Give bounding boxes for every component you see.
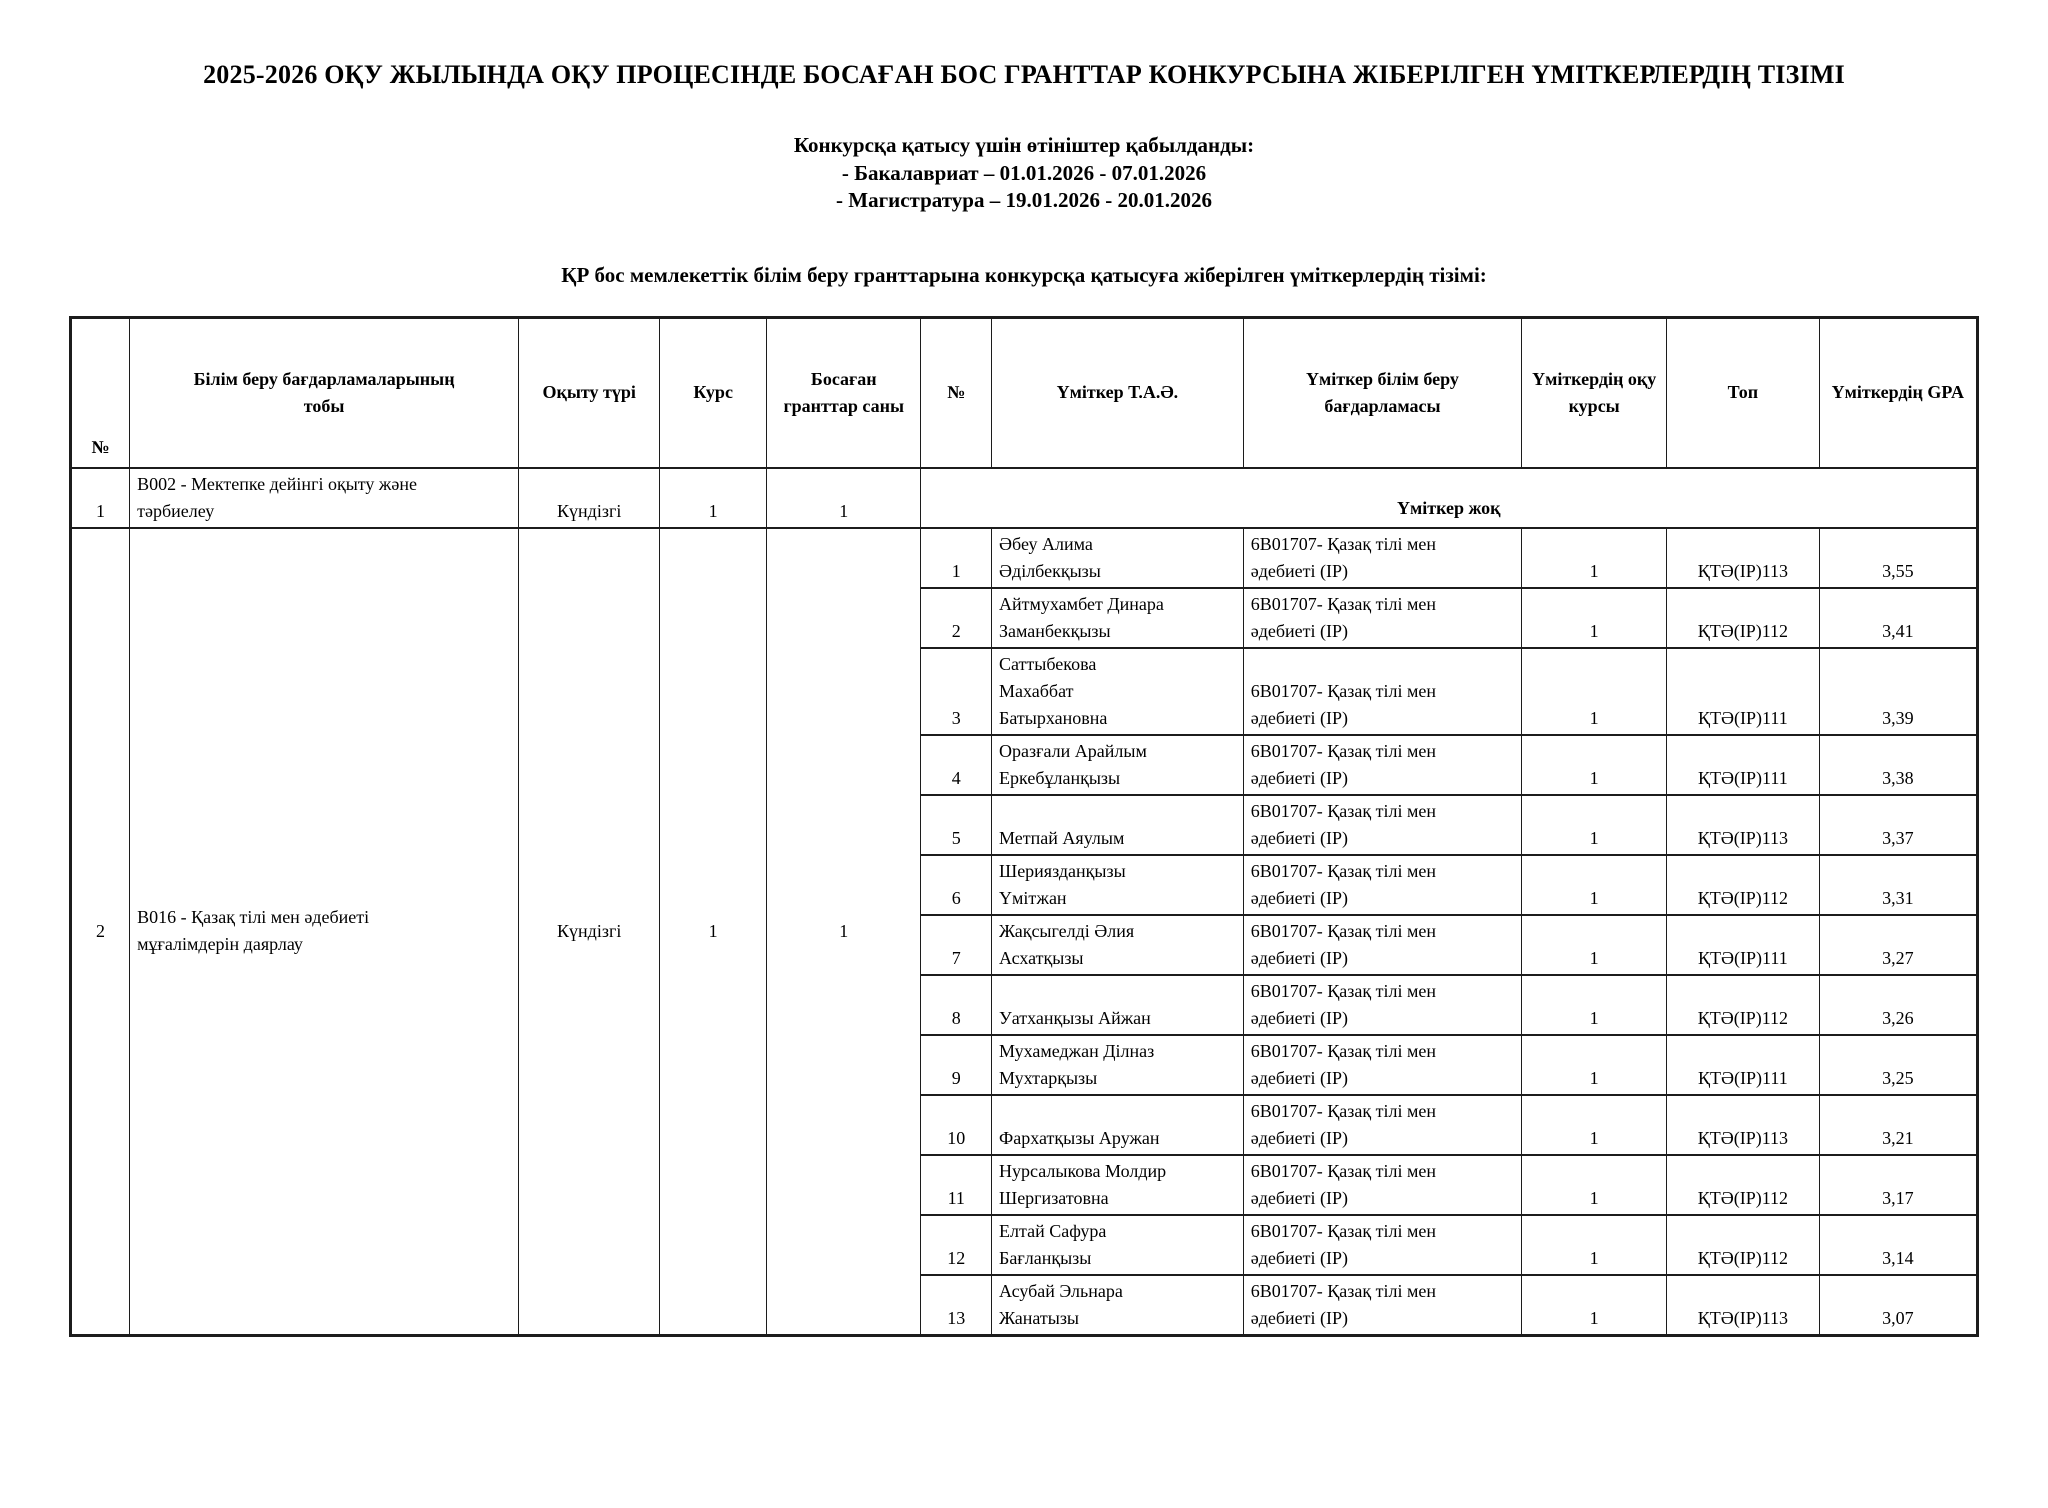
cell-candidate-group: ҚТӘ(ІР)112 xyxy=(1667,975,1820,1035)
cell-candidate-name xyxy=(992,1215,1244,1275)
cell-candidate-course: 1 xyxy=(1522,1095,1667,1155)
cell-program-group-text: В002 - Мектепке дейінгі оқыту және тәрбиелеу xyxy=(137,473,417,521)
cell-candidate-number: 7 xyxy=(921,915,992,975)
cell-candidate-name xyxy=(992,1035,1244,1095)
table-row xyxy=(71,528,1978,588)
table-row xyxy=(71,468,1978,528)
cell-candidate-course: 1 xyxy=(1522,1275,1667,1336)
cell-candidate-program-text: 6В01707- Қазақ тілі мен әдебиеті (ІР) xyxy=(1250,1220,1436,1268)
cell-candidate-number: 3 xyxy=(921,648,992,735)
cell-candidate-group: ҚТӘ(ІР)112 xyxy=(1667,588,1820,648)
cell-candidate-group: ҚТӘ(ІР)111 xyxy=(1667,648,1820,735)
cell-candidate-gpa: 3,39 xyxy=(1819,648,1977,735)
cell-candidate-course: 1 xyxy=(1522,1215,1667,1275)
cell-candidate-group: ҚТӘ(ІР)111 xyxy=(1667,735,1820,795)
col-header-candidate-name: Үміткер Т.А.Ә. xyxy=(992,318,1244,468)
col-header-candidate-group: Топ xyxy=(1667,318,1820,468)
cell-candidate-group: ҚТӘ(ІР)112 xyxy=(1667,1155,1820,1215)
cell-candidate-gpa: 3,37 xyxy=(1819,795,1977,855)
cell-candidate-name-text: Саттыбекова Махаббат Батырхановна xyxy=(999,653,1108,728)
cell-candidate-program-text: 6В01707- Қазақ тілі мен әдебиеті (ІР) xyxy=(1250,1160,1436,1208)
cell-candidate-course: 1 xyxy=(1522,648,1667,735)
table-header-row xyxy=(71,318,1978,468)
document-page xyxy=(0,60,2048,1337)
cell-candidate-name xyxy=(992,795,1244,855)
cell-candidate-gpa: 3,25 xyxy=(1819,1035,1977,1095)
cell-candidate-course: 1 xyxy=(1522,528,1667,588)
cell-candidate-name xyxy=(992,1155,1244,1215)
cell-candidate-program xyxy=(1243,1275,1521,1336)
cell-vacant-grants: 1 xyxy=(767,468,921,528)
cell-candidate-group: ҚТӘ(ІР)112 xyxy=(1667,855,1820,915)
cell-candidate-name xyxy=(992,648,1244,735)
cell-candidate-group: ҚТӘ(ІР)111 xyxy=(1667,1035,1820,1095)
cell-candidate-program xyxy=(1243,1155,1521,1215)
cell-candidate-name xyxy=(992,735,1244,795)
cell-candidate-program-text: 6В01707- Қазақ тілі мен әдебиеті (ІР) xyxy=(1250,680,1436,728)
cell-candidate-name-text: Айтмухамбет Динара Заманбекқызы xyxy=(999,593,1164,641)
cell-candidate-gpa: 3,26 xyxy=(1819,975,1977,1035)
col-header-candidate-course: Үміткердің оқу курсы xyxy=(1522,318,1667,468)
cell-candidate-course: 1 xyxy=(1522,795,1667,855)
col-header-program-group xyxy=(130,318,519,468)
col-header-study-form: Оқыту түрі xyxy=(519,318,660,468)
intro-block xyxy=(0,132,2048,215)
intro-heading: Конкурсқа қатысу үшін өтініштер қабылданды: xyxy=(793,133,1255,157)
cell-candidate-group: ҚТӘ(ІР)113 xyxy=(1667,795,1820,855)
cell-candidate-course: 1 xyxy=(1522,915,1667,975)
cell-vacant-grants: 1 xyxy=(767,528,921,1336)
cell-candidate-course: 1 xyxy=(1522,735,1667,795)
cell-study-form: Күндізгі xyxy=(519,468,660,528)
cell-candidate-program-text: 6В01707- Қазақ тілі мен әдебиеті (ІР) xyxy=(1250,533,1436,581)
col-header-vacant-grants: Босаған гранттар саны xyxy=(767,318,921,468)
cell-candidate-gpa: 3,27 xyxy=(1819,915,1977,975)
cell-candidate-name-text: Мухамеджан Ділназ Мухтарқызы xyxy=(999,1040,1155,1088)
cell-candidate-program-text: 6В01707- Қазақ тілі мен әдебиеті (ІР) xyxy=(1250,740,1436,788)
cell-candidate-program-text: 6В01707- Қазақ тілі мен әдебиеті (ІР) xyxy=(1250,1040,1436,1088)
cell-candidate-group: ҚТӘ(ІР)111 xyxy=(1667,915,1820,975)
cell-candidate-number: 4 xyxy=(921,735,992,795)
cell-candidate-number: 8 xyxy=(921,975,992,1035)
cell-candidate-name-text: Оразғали Арайлым Еркебұланқызы xyxy=(999,740,1147,788)
cell-candidate-course: 1 xyxy=(1522,1035,1667,1095)
cell-candidate-name-text: Метпай Аяулым xyxy=(999,827,1125,848)
cell-candidate-program xyxy=(1243,735,1521,795)
cell-candidate-name-text: Әбеу Алима Әділбекқызы xyxy=(999,533,1101,581)
cell-candidate-program xyxy=(1243,588,1521,648)
cell-candidate-program xyxy=(1243,1035,1521,1095)
cell-candidate-program-text: 6В01707- Қазақ тілі мен әдебиеті (ІР) xyxy=(1250,860,1436,908)
cell-candidate-name xyxy=(992,915,1244,975)
cell-candidate-course: 1 xyxy=(1522,1155,1667,1215)
cell-candidate-program xyxy=(1243,1095,1521,1155)
cell-candidate-program-text: 6В01707- Қазақ тілі мен әдебиеті (ІР) xyxy=(1250,800,1436,848)
cell-program-group xyxy=(130,468,519,528)
cell-course: 1 xyxy=(660,468,767,528)
cell-candidate-program-text: 6В01707- Қазақ тілі мен әдебиеті (ІР) xyxy=(1250,1100,1436,1148)
cell-group-number: 2 xyxy=(71,528,130,1336)
cell-candidate-gpa: 3,55 xyxy=(1819,528,1977,588)
cell-candidate-program xyxy=(1243,648,1521,735)
cell-candidate-program xyxy=(1243,975,1521,1035)
cell-candidate-name xyxy=(992,588,1244,648)
intro-bachelor-dates: - Бакалавриат – 01.01.2026 - 07.01.2026 xyxy=(841,160,1207,185)
cell-candidate-number: 11 xyxy=(921,1155,992,1215)
cell-candidate-course: 1 xyxy=(1522,588,1667,648)
cell-candidate-group: ҚТӘ(ІР)113 xyxy=(1667,1275,1820,1336)
cell-candidate-number: 6 xyxy=(921,855,992,915)
cell-candidate-number: 12 xyxy=(921,1215,992,1275)
cell-candidate-gpa: 3,07 xyxy=(1819,1275,1977,1336)
cell-candidate-number: 5 xyxy=(921,795,992,855)
cell-candidate-group: ҚТӘ(ІР)112 xyxy=(1667,1215,1820,1275)
cell-candidate-gpa: 3,21 xyxy=(1819,1095,1977,1155)
cell-candidate-number: 13 xyxy=(921,1275,992,1336)
intro-master-dates: - Магистратура – 19.01.2026 - 20.01.2026 xyxy=(836,188,1212,213)
cell-candidate-course: 1 xyxy=(1522,975,1667,1035)
cell-candidate-program-text: 6В01707- Қазақ тілі мен әдебиеті (ІР) xyxy=(1250,980,1436,1028)
cell-candidate-program xyxy=(1243,1215,1521,1275)
cell-candidate-name-text: Шериязданқызы Үмітжан xyxy=(999,860,1126,908)
cell-candidate-group: ҚТӘ(ІР)113 xyxy=(1667,1095,1820,1155)
col-header-course: Курс xyxy=(660,318,767,468)
cell-candidate-name-text: Нурсалыкова Молдир Шергизатовна xyxy=(999,1160,1167,1208)
cell-candidate-name xyxy=(992,528,1244,588)
cell-no-candidates: Үміткер жоқ xyxy=(921,468,1978,528)
cell-candidate-name xyxy=(992,1095,1244,1155)
cell-candidate-program xyxy=(1243,795,1521,855)
col-header-candidate-program: Үміткер білім беру бағдарламасы xyxy=(1243,318,1521,468)
cell-group-number: 1 xyxy=(71,468,130,528)
cell-candidate-name-text: Жақсыгелді Әлия Асхатқызы xyxy=(999,920,1135,968)
candidates-table xyxy=(69,316,1979,1337)
cell-candidate-course: 1 xyxy=(1522,855,1667,915)
cell-candidate-name xyxy=(992,1275,1244,1336)
cell-candidate-gpa: 3,41 xyxy=(1819,588,1977,648)
col-header-row-number: № xyxy=(71,318,130,468)
page-title: 2025-2026 ОҚУ ЖЫЛЫНДА ОҚУ ПРОЦЕСІНДЕ БОСАҒАН БОС ГРАНТТАР КОНКУРСЫНА ЖІБЕРІЛГЕН ҮМІТКЕРЛЕРДІҢ ТІЗІМІ xyxy=(203,60,1845,89)
col-header-program-group-label: Білім беру бағдарламаларының тобы xyxy=(193,368,455,416)
cell-candidate-name xyxy=(992,975,1244,1035)
cell-study-form: Күндізгі xyxy=(519,528,660,1336)
cell-candidate-number: 9 xyxy=(921,1035,992,1095)
cell-candidate-group: ҚТӘ(ІР)113 xyxy=(1667,528,1820,588)
cell-course: 1 xyxy=(660,528,767,1336)
col-header-candidate-number: № xyxy=(921,318,992,468)
cell-candidate-name-text: Асубай Эльнара Жанатызы xyxy=(999,1280,1123,1328)
cell-candidate-name-text: Фархатқызы Аружан xyxy=(999,1127,1160,1148)
cell-candidate-gpa: 3,14 xyxy=(1819,1215,1977,1275)
cell-candidate-program xyxy=(1243,855,1521,915)
cell-candidate-gpa: 3,38 xyxy=(1819,735,1977,795)
cell-candidate-program-text: 6В01707- Қазақ тілі мен әдебиеті (ІР) xyxy=(1250,593,1436,641)
cell-candidate-number: 2 xyxy=(921,588,992,648)
section-heading: ҚР бос мемлекеттік білім беру гранттарына конкурсқа қатысуға жіберілген үміткерлердің тізімі: xyxy=(561,263,1487,288)
cell-candidate-program-text: 6В01707- Қазақ тілі мен әдебиеті (ІР) xyxy=(1250,1280,1436,1328)
cell-candidate-gpa: 3,31 xyxy=(1819,855,1977,915)
cell-candidate-program-text: 6В01707- Қазақ тілі мен әдебиеті (ІР) xyxy=(1250,920,1436,968)
cell-candidate-name-text: Уатханқызы Айжан xyxy=(999,1007,1151,1028)
cell-program-group-text: В016 - Қазақ тілі мен әдебиеті мұғалімдерін даярлау xyxy=(137,907,370,955)
cell-candidate-program xyxy=(1243,528,1521,588)
cell-candidate-program xyxy=(1243,915,1521,975)
cell-program-group xyxy=(130,528,519,1336)
cell-candidate-number: 10 xyxy=(921,1095,992,1155)
cell-candidate-name-text: Елтай Сафура Бағланқызы xyxy=(999,1220,1107,1268)
cell-candidate-number: 1 xyxy=(921,528,992,588)
cell-candidate-gpa: 3,17 xyxy=(1819,1155,1977,1215)
col-header-candidate-gpa: Үміткердің GPA xyxy=(1819,318,1977,468)
cell-candidate-name xyxy=(992,855,1244,915)
